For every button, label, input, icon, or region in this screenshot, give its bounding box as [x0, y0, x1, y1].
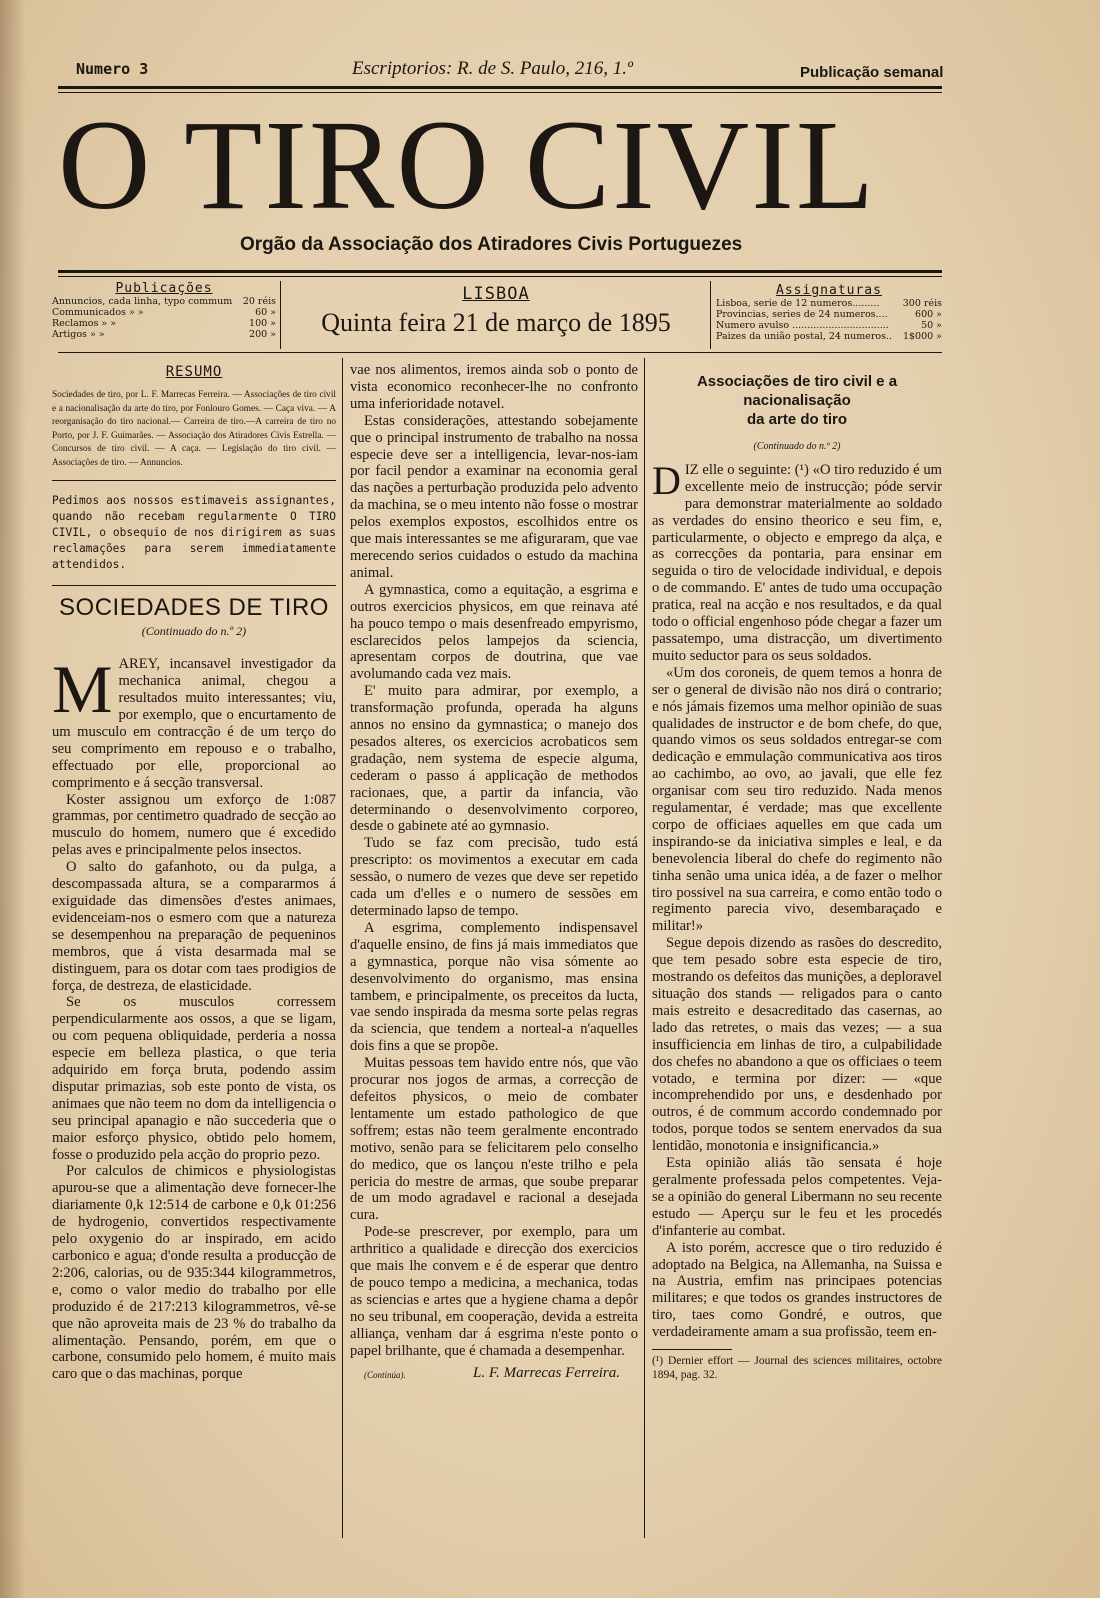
drop-cap: M	[52, 651, 113, 728]
article-heading	[652, 372, 942, 429]
column-divider	[644, 358, 645, 1538]
price-label: Numero avulso ................................	[716, 320, 889, 331]
price-value: 600 »	[915, 309, 942, 320]
paragraph: Esta opinião aliás tão sensata é hoje geralmente professada pelos competentes. Veja-se a opinião do general Libermann no seu recente estudo — Aperçu sur le feu et les procedés d'infanterie au combat.	[652, 1155, 942, 1239]
paragraph: «Um dos coroneis, de quem temos a honra de ser o general de divisão não nos dirá o contrario; e nós jámais fizemos uma melhor opinião de suas qualidades de instructor e de bom chefe, do que, quando vimos os seus soldados entregar-se com dedicação e emmulação communicativa aos tiros ao cachimbo, ao ovo, ao javali, que elle fez organisar com seu tiro reduzido. Nada menos regulamentar, é verdade; mas que excellente corpo de officiaes aquelles em que cada um inspirando-se da iniciativa simples e leal, e da benevolencia liberal do chefe do regimento não tinha senão uma unica idéa, a de fazer o melhor tiro possivel na sua carreira, e como então todo o regimento parecia vivo, desembaraçado e militar!»	[652, 664, 942, 935]
masthead-subtitle: Orgão da Associação dos Atiradores Civis Portuguezes	[240, 234, 743, 255]
paragraph	[52, 651, 336, 791]
paragraph-text: IZ elle o seguinte: (¹) «O tiro reduzido é um excellente meio de instrucção; póde servir para demonstrar materialmente ao soldado as verdades do ensino theorico e seu fim, e, particularmente, o objecto e emprego da alça, e as correcções da pontaria, para ensinar em seguida o tiro de velocidade individual, e depois o de commando. E' antes de tudo uma occupação pratica, real na acção e nos resultados, e da qual todo o official engenhoso póde chegar a fazer um passatempo, uma distracção, um divertimento muito seductor para os seus soldados.	[652, 461, 942, 664]
paragraph: A gymnastica, como a equitação, a esgrima e outros exercicios physicos, em que reinava até ha pouco tempo o mais desenfreado empyrismo, esclarecidos pelos lampejos da sciencia, apresentam corpos de doutrina, que vae avolumando cada vez mais.	[350, 581, 638, 683]
price-label: Communicados » »	[52, 307, 144, 318]
table-row	[52, 329, 276, 340]
paragraph: Segue depois dizendo as rasões do descredito, que tem pesado sobre esta especie de tiro, mostrando os defeitos das munições, a deploravel situação dos stands — religados para o canto mais estreito e desacreditado das casernas, ao lado das retretes, o mais das vezes; — a sua insufficiencia em linhas de tiro, a culpabilidade dos chefes no abandono a que os officiaes o teem votado, e termina por dizer: — «que incomprehendido por uns, e desdenhado por outros, é de commum accordo condemnado por todos, porque todos se sentem enervados da sua lentidão, monotonia e insignificancia.»	[652, 935, 942, 1155]
paragraph-text: AREY, incansavel investigador da mechanica animal, chegou a resultados muito interessantes; viu, por exemplo, que o encurtamento de um musculo em contracção é de um terço do seu comprimento em repouso e o trabalho, effectuado por elle, proporcional ao comprimento e á secção transversal.	[52, 656, 336, 791]
vertical-divider	[280, 281, 281, 349]
paragraph: O salto do gafanhoto, ou da pulga, a descompassada altura, se a compararmos á exiguidade das dimensões d'estes animaes, evidenceiam-nos o esmero com que a natureza se desempenhou na preparação de pequeninos membros, que á vista desarmada mal se distinguem, para os dotar com taes prodigios de força, de destreza, de elasticidade.	[52, 859, 336, 994]
paragraph: Por calculos de chimicos e physiologistas apurou-se que a alimentação deve fornecer-lhe diariamente 0,k 12:514 de carbone e 0,k 01:256 de hydrogenio, convertidos respectivamente pelo oxygenio do ar inspirado, em acido carbonico e agua; d'onde resulta a producção de 2:206, calorias, ou de 935:344 kilogrammetros, e, como o valor medio do trabalho por elle produzido é de 217:213 kilogrammetros, vê-se que não aproveita mais de 23 % do trabalho da alimentação. Pensando, porém, em que o carbone, consumido pelo homem, é muito mais caro que o das machinas, porque	[52, 1163, 336, 1383]
column-1	[52, 364, 336, 1383]
price-value: 100 »	[249, 318, 276, 329]
column-divider	[342, 358, 343, 1538]
office-address: Escriptorios: R. de S. Paulo, 216, 1.º	[352, 58, 633, 79]
assignaturas-table	[716, 298, 942, 342]
masthead-rule-top	[58, 86, 942, 89]
price-label: Annuncios, cada linha, typo commum	[52, 296, 233, 307]
table-row	[716, 309, 942, 320]
table-row	[52, 318, 276, 329]
column-2	[350, 362, 638, 1385]
assignaturas-box	[716, 283, 942, 342]
divider	[52, 585, 336, 586]
masthead-rule-bottom	[58, 270, 942, 273]
paragraph: E' muito para admirar, por exemplo, a transformação profunda, operada ha alguns annos no ensino da gymnastica; o manejo dos pesados alteres, os exercicios acrobaticos sem gradação, nem systema de especie alguma, cederam o passo á applicação de methodos racionaes, que, a partir da infancia, vão determinando o desenvolvimento corporeo, desde o gabinete até ao gymnasio.	[350, 683, 638, 835]
price-label: Artigos » »	[52, 329, 105, 340]
publicacoes-heading: Publicações	[115, 281, 213, 296]
price-label: Lisboa, serie de 12 numeros.........	[716, 298, 880, 309]
price-value: 50 »	[921, 320, 942, 331]
paragraph: A esgrima, complemento indispensavel d'aquelle ensino, de fins já mais immediatos que a gymnastica, porque não visa sómente ao desenvolvimento do organismo, mas ensina tambem, e principalmente, os preceitos da lucta, vae sendo inspirada da mesma sorte pelas regras da sciencia, que tendem a norteal-a n'aquelles dois fins a que se propõe.	[350, 919, 638, 1055]
paragraph: Tudo se faz com precisão, tudo está prescripto: os movimentos a executar em cada sessão, o numero de vezes que deve ser repetido cada um d'elles e o numero de sessões em determinado lapso de tempo.	[350, 835, 638, 919]
assignaturas-heading: Assignaturas	[776, 283, 882, 298]
table-row	[52, 296, 276, 307]
table-row	[52, 307, 276, 318]
paragraph: Estas considerações, attestando sobejamente que o principal instrumento de trabalho na nossa especie deve ser a intelligencia, levar-nos-iam por facil pendor a examinar na economia geral das nações a perturbação produzida pelo advento da machina, se o meu intento não fosse o mostrar pelos exemplos expostos, escolhidos entre os que mais interessantes se me afiguraram, que vae merecendo serios cuidados o estudo da machina animal.	[350, 412, 638, 581]
vertical-divider	[710, 281, 711, 349]
author-signature: L. F. Marrecas Ferreira.	[473, 1365, 620, 1382]
drop-cap: D	[652, 457, 681, 503]
column-3	[652, 372, 942, 1382]
publicacoes-box	[52, 281, 276, 340]
dateline-city: LISBOA	[462, 284, 530, 304]
price-label: Reclamos » »	[52, 318, 117, 329]
footnote: (¹) Dernier effort — Journal des sciences militaires, octobre 1894, pag. 32.	[652, 1355, 942, 1382]
price-label: Paizes da união postal, 24 numeros..	[716, 331, 893, 342]
footnote-rule	[652, 1349, 732, 1350]
dateline	[285, 284, 707, 338]
masthead-title: O TIRO CIVIL	[58, 94, 876, 236]
subscriber-notice: Pedimos aos nossos estimaveis assignantes, quando não recebam regularmente O TIRO CIVIL, o obsequio de nos dirigirem as suas reclamações para serem immediatamente attendidos.	[52, 494, 336, 572]
price-value: 60 »	[255, 307, 276, 318]
paragraph	[652, 457, 942, 665]
article-heading: SOCIEDADES DE TIRO	[59, 594, 329, 622]
article-heading-line: Associações de tiro civil e a nacionalisação	[696, 373, 898, 409]
paragraph: Muitas pessoas tem havido entre nós, que vão procurar nos jogos de armas, a correcção de defeitos physicos, o meio de combater lentamente um estado pathologico de que soffrem; estas não teem geralmente encontrado motivo, senão para se felicitarem pelo conselho do medico, que os lançou n'este trilho e pela pericia do mestre de armas, que soube preparar de um modo agradavel e racional a desejada cura.	[350, 1055, 638, 1224]
table-row	[716, 331, 942, 342]
paragraph: A isto porém, accresce que o tiro reduzido é adoptado na Belgica, na Allemanha, na Suissa e na Austria, emfim nas principaes potencias militares; e que todos os grandes instructores de tiro, taes como Gondré, e outros, que verdadeiramente amam a sua profissão, teem en-	[652, 1239, 942, 1341]
masthead-rule-top-thin	[58, 92, 942, 93]
paragraph: Se os musculos corressem perpendicularmente aos ossos, a que se ligam, ou com pequena obliquidade, perderia a nossa especie em belleza plastica, o que teria adquirido em força bruta, podendo assim disputar primazias, sob este ponto de vista, os animaes que não teem no dom da intelligencia o seu principal apanagio e não succederia que o maior esforço physico, obtido pelo homem, fosse o produzido pela acção do proprio pezo.	[52, 994, 336, 1163]
paragraph: vae nos alimentos, iremos ainda sob o ponto de vista economico reconhecer-lhe no confronto uma inferioridade notavel.	[350, 362, 638, 412]
table-row	[716, 320, 942, 331]
price-value: 20 réis	[242, 296, 276, 307]
price-value: 200 »	[249, 329, 276, 340]
dateline-date: Quinta feira 21 de março de 1895	[321, 308, 671, 337]
paragraph: Pode-se prescrever, por exemplo, para um arthritico a qualidade e direcção dos exercicios que mais lhe convem e é de esperar que dentro de pouco tempo a medicina, a mechanica, todas as sciencias e artes que a hygiene chama a depôr no seu tribunal, em cooperação, devida a estreita alliança, venham dar á esgrima n'este ponto o papel brilhante, que é chamada a desempenhar.	[350, 1224, 638, 1359]
article-heading-line: da arte do tiro	[746, 411, 847, 428]
signature-line	[350, 1365, 638, 1385]
issue-number: Numero 3	[76, 60, 149, 78]
publication-frequency: Publicação semanal	[800, 64, 944, 81]
publicacoes-table	[52, 296, 276, 340]
price-value: 300 réis	[902, 298, 942, 309]
resumo-heading: RESUMO	[165, 364, 223, 380]
masthead-rule-bottom-thin	[58, 276, 942, 277]
header-rule	[58, 352, 942, 353]
continua-note: (Continúa).	[364, 1370, 406, 1381]
price-value: 1$000 »	[902, 331, 942, 342]
price-label: Provincias, series de 24 numeros....	[716, 309, 888, 320]
continued-note: (Continuado do n.º 2)	[753, 441, 841, 452]
table-row	[716, 298, 942, 309]
divider	[52, 480, 336, 481]
resumo-text: Sociedades de tiro, por L. F. Marrecas Ferreira. — Associações de tiro civil e a nacionalisação da arte do tiro, por Fonlouro Gomes. — Caça viva. — A reorganisação do tiro nacional.— Carreira de tiro.—A carreira de tiro no Porto, por J. F. Guimarães. — Associação dos Atiradores Civis Estrella. — Concursos de tiro civil. — A caça. — Legislação do tiro civil. — Associações de tiro. — Annuncios.	[52, 389, 336, 468]
paragraph: Koster assignou um exforço de 1:087 grammas, por centimetro quadrado de secção ao musculo do homem, numero que é excedido pelas aves e principalmente pelos insectos.	[52, 791, 336, 859]
continued-note: (Continuado do n.º 2)	[141, 624, 247, 639]
